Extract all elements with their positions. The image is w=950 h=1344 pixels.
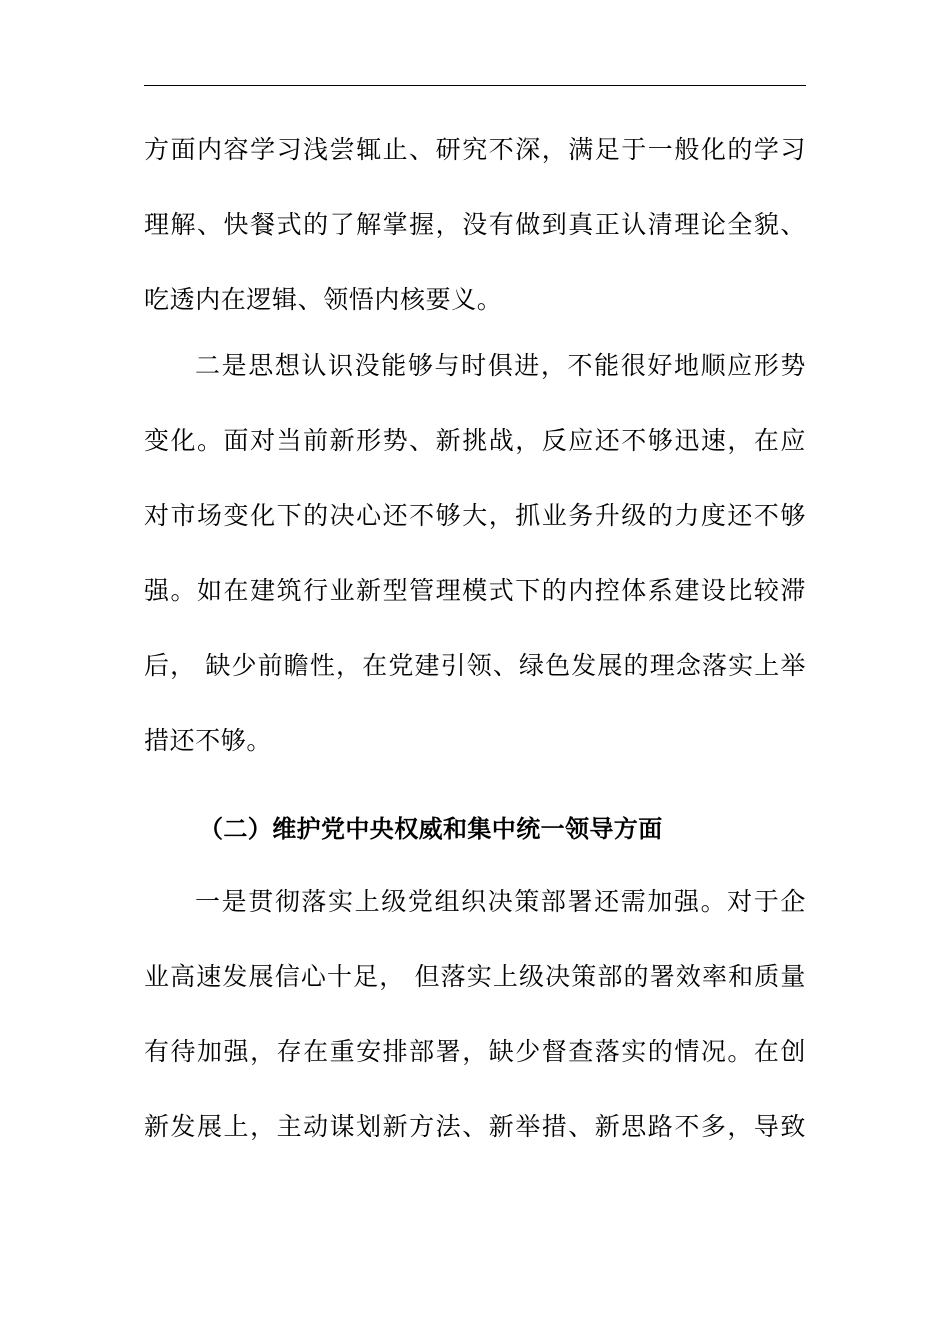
paragraph-2-line-6: 措还不够。 xyxy=(144,726,273,755)
paragraph-2-line-4: 强。如在建筑行业新型管理模式下的内控体系建设比较滞 xyxy=(144,576,806,605)
paragraph-2-line-5: 后， 缺少前瞻性，在党建引领、绿色发展的理念落实上举 xyxy=(144,651,806,680)
paragraph-3-line-1: 一是贯彻落实上级党组织决策部署还需加强。对于企 xyxy=(195,887,806,916)
paragraph-3-line-3: 有待加强，存在重安排部署，缺少督查落实的情况。在创 xyxy=(144,1037,806,1066)
paragraph-2-line-2: 变化。面对当前新形势、新挑战，反应还不够迅速，在应 xyxy=(144,426,806,455)
paragraph-2-line-1: 二是思想认识没能够与时俱进，不能很好地顺应形势 xyxy=(195,351,806,380)
paragraph-3-line-4: 新发展上，主动谋划新方法、新举措、新思路不多，导致 xyxy=(144,1112,806,1141)
section-heading: （二）维护党中央权威和集中统一领导方面 xyxy=(199,815,663,843)
paragraph-1-line-2: 理解、快餐式的了解掌握，没有做到真正认清理论全貌、 xyxy=(144,210,806,239)
paragraph-3-line-2: 业高速发展信心十足， 但落实上级决策部的署效率和质量 xyxy=(144,962,806,991)
paragraph-1-line-1: 方面内容学习浅尝辄止、研究不深，满足于一般化的学习 xyxy=(144,135,806,164)
header-rule xyxy=(144,85,806,86)
paragraph-2-line-3: 对市场变化下的决心还不够大，抓业务升级的力度还不够 xyxy=(144,501,806,530)
paragraph-1-line-3: 吃透内在逻辑、领悟内核要义。 xyxy=(144,285,503,314)
